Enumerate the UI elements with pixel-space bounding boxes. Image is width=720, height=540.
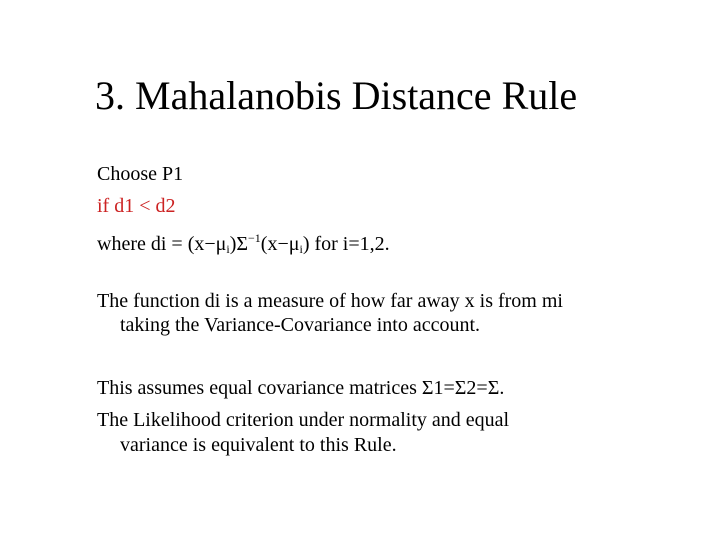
assumption-line-2: The Likelihood criterion under normality and equal (97, 409, 510, 431)
formula-subscript-2: i (299, 242, 303, 256)
distance-formula-line (97, 226, 390, 261)
function-line-1: The function di is a measure of how far away x is from mi (97, 290, 563, 312)
formula-prefix: where di = (x−μ (97, 233, 227, 255)
formula-mid-2: (x−μ (260, 233, 300, 255)
function-line-2: taking the Variance-Covariance into account. (120, 314, 481, 336)
assumption-line-1: This assumes equal covariance matrices Σ1=Σ2=Σ. (97, 377, 505, 399)
assumption-line-3: variance is equivalent to this Rule. (120, 434, 397, 456)
choose-line: Choose P1 (97, 163, 184, 185)
formula-mid-1: )Σ (229, 233, 249, 255)
formula-subscript-1: i (226, 242, 230, 256)
condition-line: if d1 < d2 (97, 195, 176, 217)
formula-superscript: −1 (248, 231, 261, 245)
formula-suffix: ) for i=1,2. (302, 233, 390, 255)
slide-title: 3. Mahalanobis Distance Rule (95, 73, 578, 118)
